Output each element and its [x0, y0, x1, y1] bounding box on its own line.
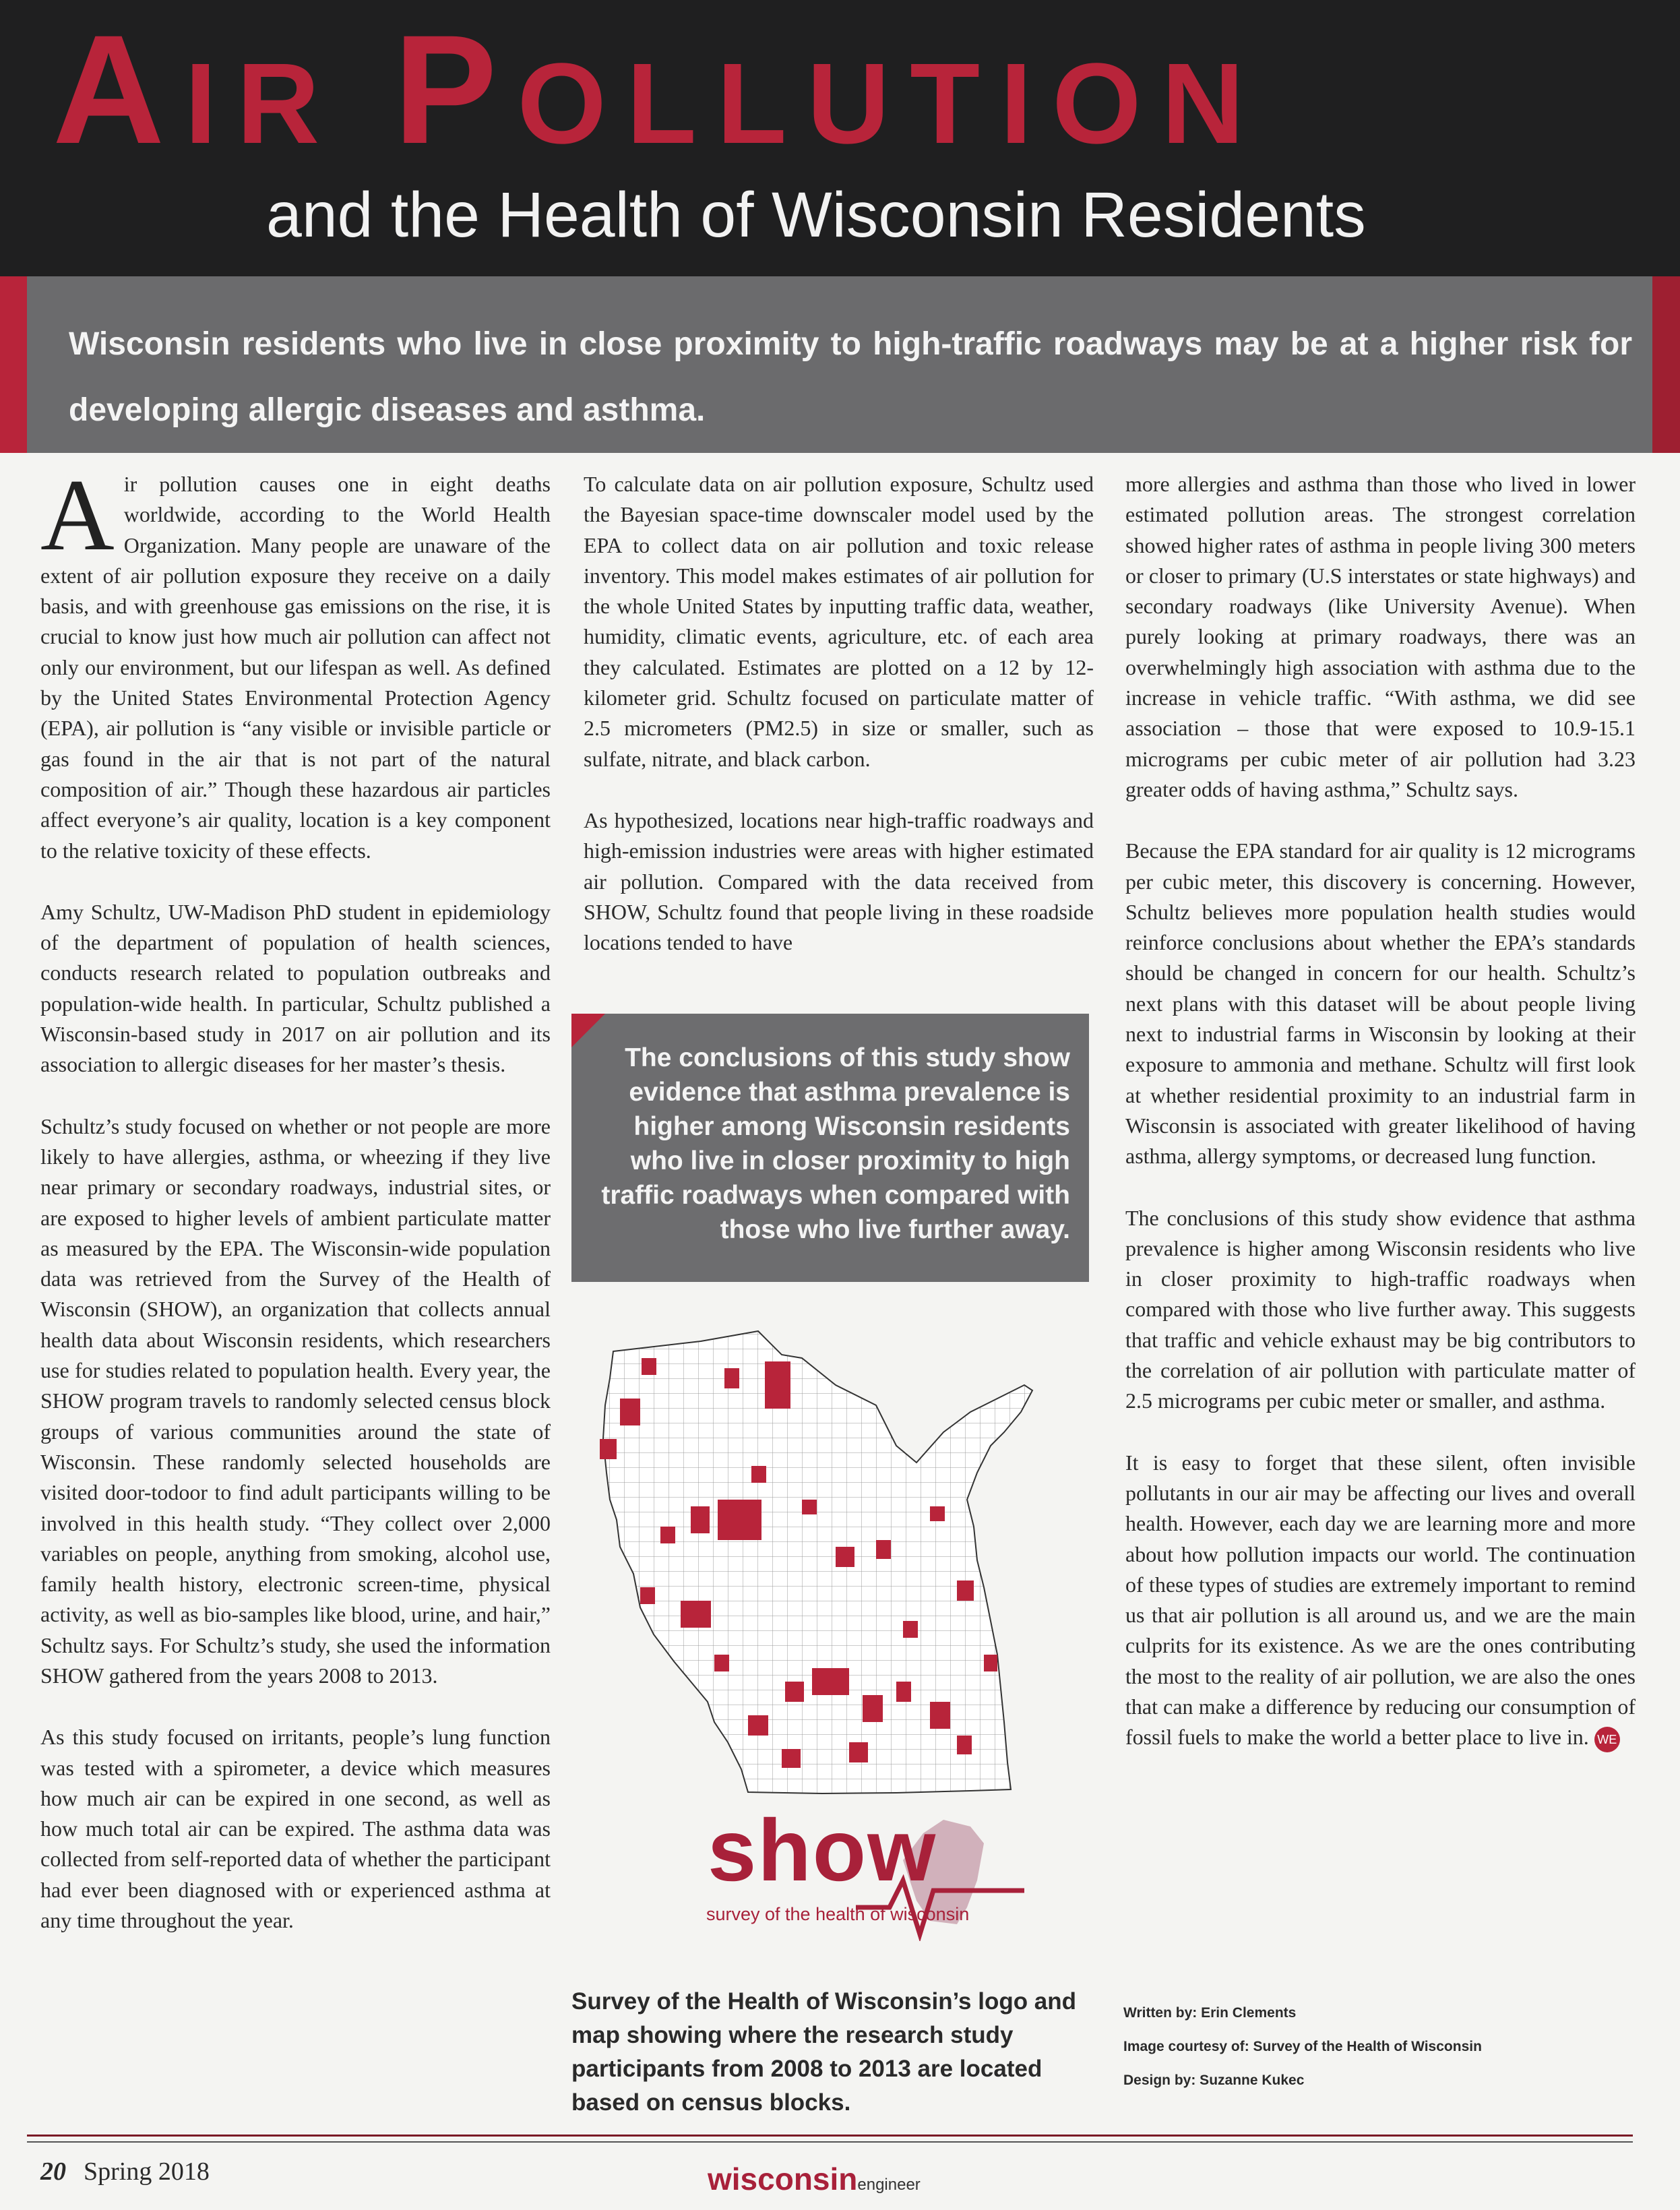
page-header: [0, 0, 1680, 276]
accent-strip-left: [0, 276, 27, 453]
title-word-2-rest: OLLUTION: [517, 40, 1265, 168]
paragraph: As hypothesized, locations near high-traffic roadways and high-emission industries were areas with higher estimated air pollution. Compared with the data received from SHOW, Schultz found that people living in these roadside locations tended to have: [584, 807, 1094, 955]
show-logo: [701, 1801, 1031, 1941]
title-initial-2: P: [394, 3, 518, 176]
paragraph: Because the EPA standard for air quality is 12 micrograms per cubic meter, this discovery is concerning. However, Schultz believes more population health studies would reinforce conclusions about whether the EPA’s standards should be changed in concern for our health. Schultz’s next plans with this dataset will be about people living next to industrial farms in Wisconsin by looking at their exposure to ammonia and methane. Schultz will first look at whether residential proximity to an industrial farm in Wisconsin is associated with greater likelihood of having asthma, allergy symptoms, or decreased lung function.: [1125, 838, 1636, 1169]
accent-strip-right: [1652, 276, 1680, 453]
end-mark-icon: WE: [1594, 1727, 1620, 1752]
title-initial-1: A: [53, 3, 185, 176]
title-word-1-rest: IR: [185, 40, 340, 168]
article-column-1: [40, 458, 551, 1967]
paragraph: The conclusions of this study show evidence that asthma prevalence is higher among Wisconsin residents who live in closer proximity to high-traffic roadways when compared with those who live further away. This suggests that traffic and vehicle exhaust may be big contributors to the correlation of air pollution with particulate matter of 2.5 micrograms per cubic meter or smaller, and asthma.: [1125, 1205, 1636, 1413]
credit-design: Design by: Suzanne Kukec: [1123, 2073, 1305, 2088]
show-logo-tagline: survey of the health of wisconsin: [706, 1904, 970, 1924]
pull-quote-text: The conclusions of this study show evidence that asthma prevalence is higher among Wisconsin residents who live in closer proximity to high traffic roadways when compared with those who live further away.: [601, 1043, 1070, 1244]
figure-caption: Survey of the Health of Wisconsin’s logo and map showing where the research study participants from 2008 to 2013 are located based on census blocks.: [571, 1988, 1077, 2116]
paragraph: [1125, 1448, 1636, 1753]
magazine-logo: [708, 2161, 921, 2197]
show-logo-word: show: [708, 1801, 937, 1899]
magazine-logo-word: wisconsin: [708, 2161, 858, 2197]
page-number: 20: [40, 2157, 66, 2186]
wisconsin-participant-map: [580, 1304, 1051, 1823]
article-column-2: [584, 469, 1094, 989]
paragraph: Amy Schultz, UW-Madison PhD student in epidemiology of the department of population of health sciences, conducts research related to population outbreaks and population-wide health. In particular, Schultz published a Wisconsin-based study in 2017 on air pollution and its association to allergic diseases for her master’s thesis.: [40, 899, 551, 1077]
paragraph: more allergies and asthma than those who lived in lower estimated pollution areas. The strongest correlation showed higher rates of asthma in people living 300 meters or closer to primary (U.S interstates or state highways) and secondary roadways (like University Avenue). When purely looking at primary roadways, there was an overwhelmingly high association with asthma due to the increase in vehicle traffic. “With asthma, we did see association – those that were exposed to 10.9-15.1 micrograms per cubic meter of air pollution had 3.23 greater odds of having asthma,” Schultz says.: [1125, 472, 1636, 801]
paragraph: To calculate data on air pollution exposure, Schultz used the Bayesian space-time downscaler model used by the EPA to collect data on air pollution and toxic release inventory. This model makes estimates of air pollution for the whole United States by inputting traffic data, weather, humidity, climatic events, agriculture, etc. of each area they calculated. Estimates are plotted on a 12 by 12-kilometer grid. Schultz focused on particulate matter of 2.5 micrometers (PM2.5) in size or smaller, such as sulfate, nitrate, and black carbon.: [584, 472, 1094, 771]
paragraph-text: ir pollution causes one in eight deaths worldwide, according to the World Health Organization. Many people are unaware of the extent of air pollution exposure they receive on a daily basis, and with greenhouse gas emissions on the rise, it is crucial to know just how much air pollution can affect not only our environment, but our lifespan as well. As defined by the United States Environmental Protection Agency (EPA), air pollution is “any visible or invisible particle or gas found in the air that is not part of the natural composition of air.” Though these hazardous air particles affect everyone’s air quality, location is a key component to the relative toxicity of these effects.: [40, 472, 551, 863]
footer-rule-thin: [27, 2141, 1633, 2143]
intro-banner: [27, 276, 1652, 453]
credit-writer: Written by: Erin Clements: [1123, 2005, 1297, 2021]
page-folio: [40, 2157, 210, 2186]
banner-text: Wisconsin residents who live in close proximity to high-traffic roadways may be at a higher risk for developing allergic diseases and asthma.: [69, 326, 1632, 428]
paragraph: Schultz’s study focused on whether or not people are more likely to have allergies, asthma, or wheezing if they live near primary or secondary roadways, industrial sites, or are exposed to higher levels of ambient particulate matter as measured by the EPA. The Wisconsin-wide population data was retrieved from the Survey of the Health of Wisconsin (SHOW), an organization that collects annual health data about Wisconsin residents, which researchers use for studies related to population health. Every year, the SHOW program travels to randomly selected census block groups of various communities around the state of Wisconsin. These randomly selected households are visited door-todoor to find adult participants willing to be involved in this health study. “They collect over 2,000 variables on people, anything from smoking, alcohol use, family health history, electronic screen-time, physical activity, as well as bio-samples like blood, urine, and hair,” Schultz says. For Schultz’s study, she used the information SHOW gathered from the years 2008 to 2013.: [40, 1113, 551, 1688]
magazine-logo-sub: engineer: [857, 2176, 921, 2194]
article-column-3: [1125, 469, 1636, 1784]
page-title: [53, 3, 1265, 176]
drop-cap: A: [40, 458, 115, 572]
paragraph: [40, 458, 551, 866]
page-subtitle: and the Health of Wisconsin Residents: [266, 179, 1366, 251]
article-credits: [1123, 1996, 1482, 2097]
paragraph-text: It is easy to forget that these silent, often invisible pollutants in our air may be affecting our lives and overall health. However, each day we are learning more and more about how pollution impacts our world. The continuation of these types of studies are extremely important to remind us that air pollution is all around us, and we are the main culprits for its existence. As we are the ones contributing the most to the reality of air pollution, we are also the ones that can make a difference by reducing our consumption of fossil fuels to make the world a better place to live in.: [1125, 1450, 1636, 1750]
paragraph: As this study focused on irritants, people’s lung function was tested with a spirometer, a device which measures how much air can be expired in one second, as well as how much total air can be expired. The asthma data was collected from self-reported data of whether the participant had ever been diagnosed with or experienced asthma at any time throughout the year.: [40, 1725, 551, 1933]
map-state-shape: [580, 1304, 1051, 1823]
credit-image: Image courtesy of: Survey of the Health of Wisconsin: [1123, 2039, 1482, 2054]
issue-date: Spring 2018: [84, 2157, 210, 2186]
pull-quote-box: [571, 1014, 1089, 1282]
footer-rule: [27, 2135, 1633, 2137]
